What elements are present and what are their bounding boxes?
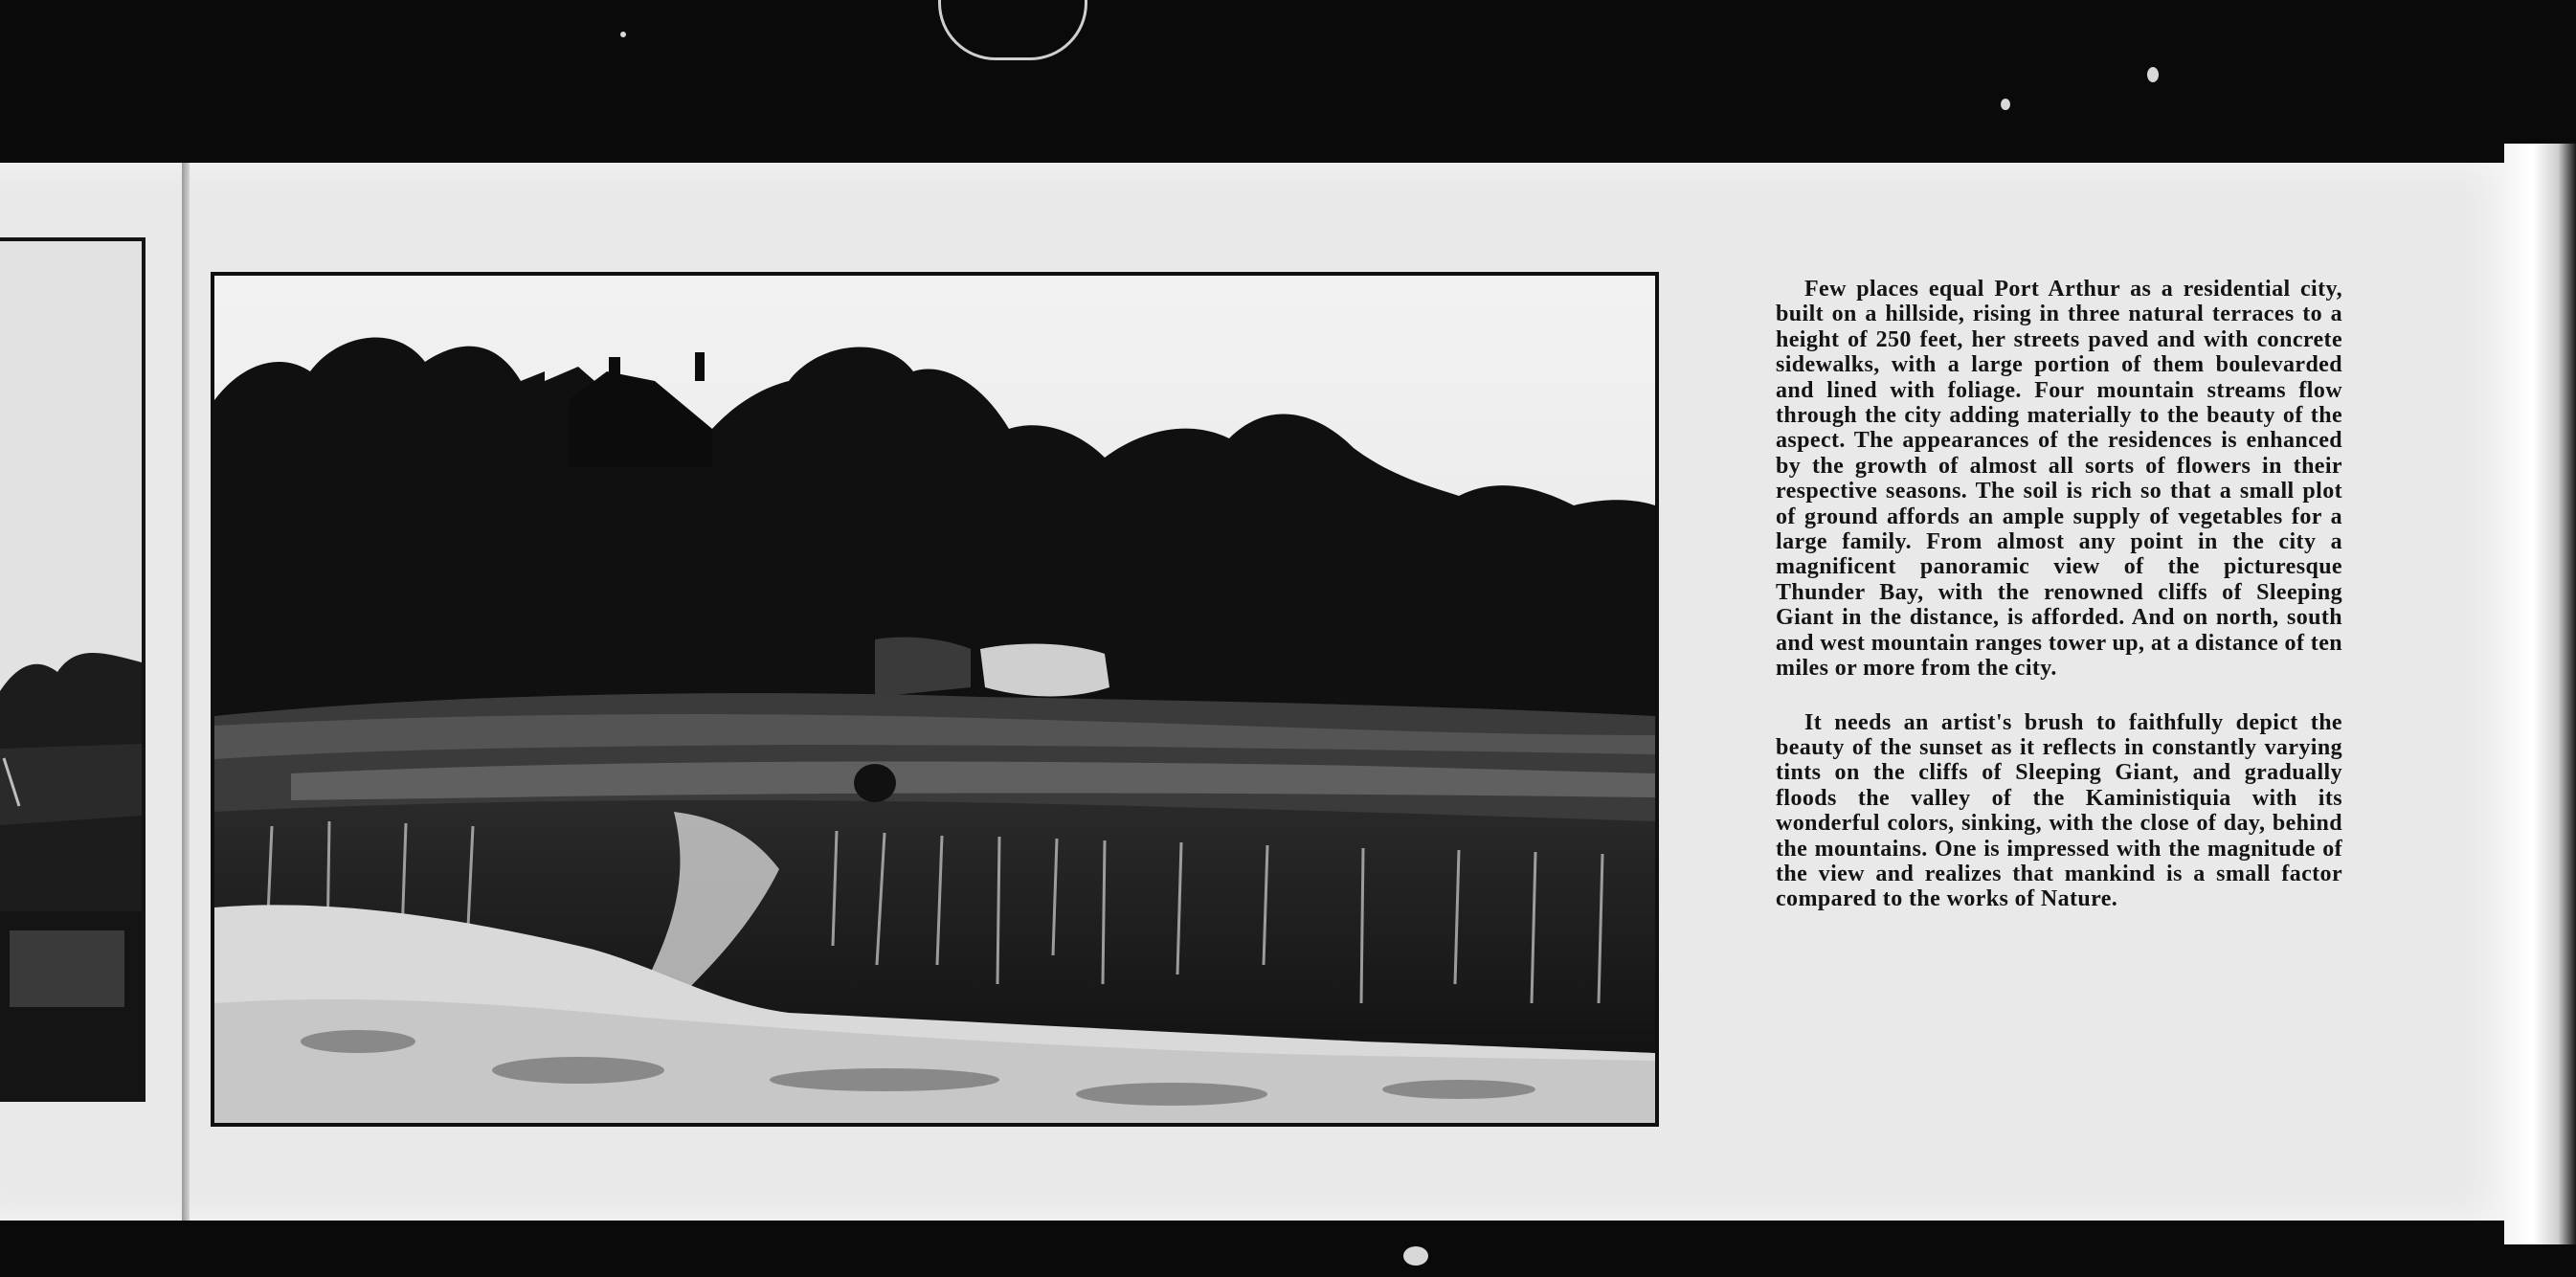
article-text xyxy=(1776,277,2342,912)
left-partial-photograph xyxy=(0,237,146,1102)
page-edge xyxy=(2504,144,2576,1244)
film-speck xyxy=(620,32,626,37)
film-speck xyxy=(2147,67,2159,82)
waterfall-photograph xyxy=(211,272,1659,1127)
film-speck xyxy=(2001,99,2010,110)
film-scratch xyxy=(938,0,1087,60)
article-paragraph: Few places equal Port Arthur as a residential city, built on a hillside, rising in three natural terraces to a height of 250 feet, her streets paved and with concrete sidewalks, with a large portion of them boulevarded and lined with foliage. Four mountain streams flow through the city adding materially to the beauty of the aspect. The appearances of the residences is enhanced by the growth of almost all sorts of flowers in their respective seasons. The soil is rich so that a small plot of ground affords an ample supply of vegetables for a large family. From almost any point in the city a magnificent panoramic view of the picturesque Thunder Bay, with the renowned cliffs of Sleeping Giant in the distance, is afforded. And on north, south and west mountain ranges tower up, at a distance of ten miles or more from the city. xyxy=(1776,277,2342,682)
film-speck xyxy=(1403,1246,1428,1266)
page-gutter xyxy=(182,163,190,1221)
article-paragraph: It needs an artist's brush to faithfully depict the beauty of the sunset as it reflects in constantly varying tints on the cliffs of Sleeping Giant, and gradually floods the valley of the Kaministiquia with its wonderful colors, sinking, with the close of day, behind the mountains. One is impressed with the magnitude of the view and realizes that mankind is a small factor compared to the works of Nature. xyxy=(1776,709,2342,912)
